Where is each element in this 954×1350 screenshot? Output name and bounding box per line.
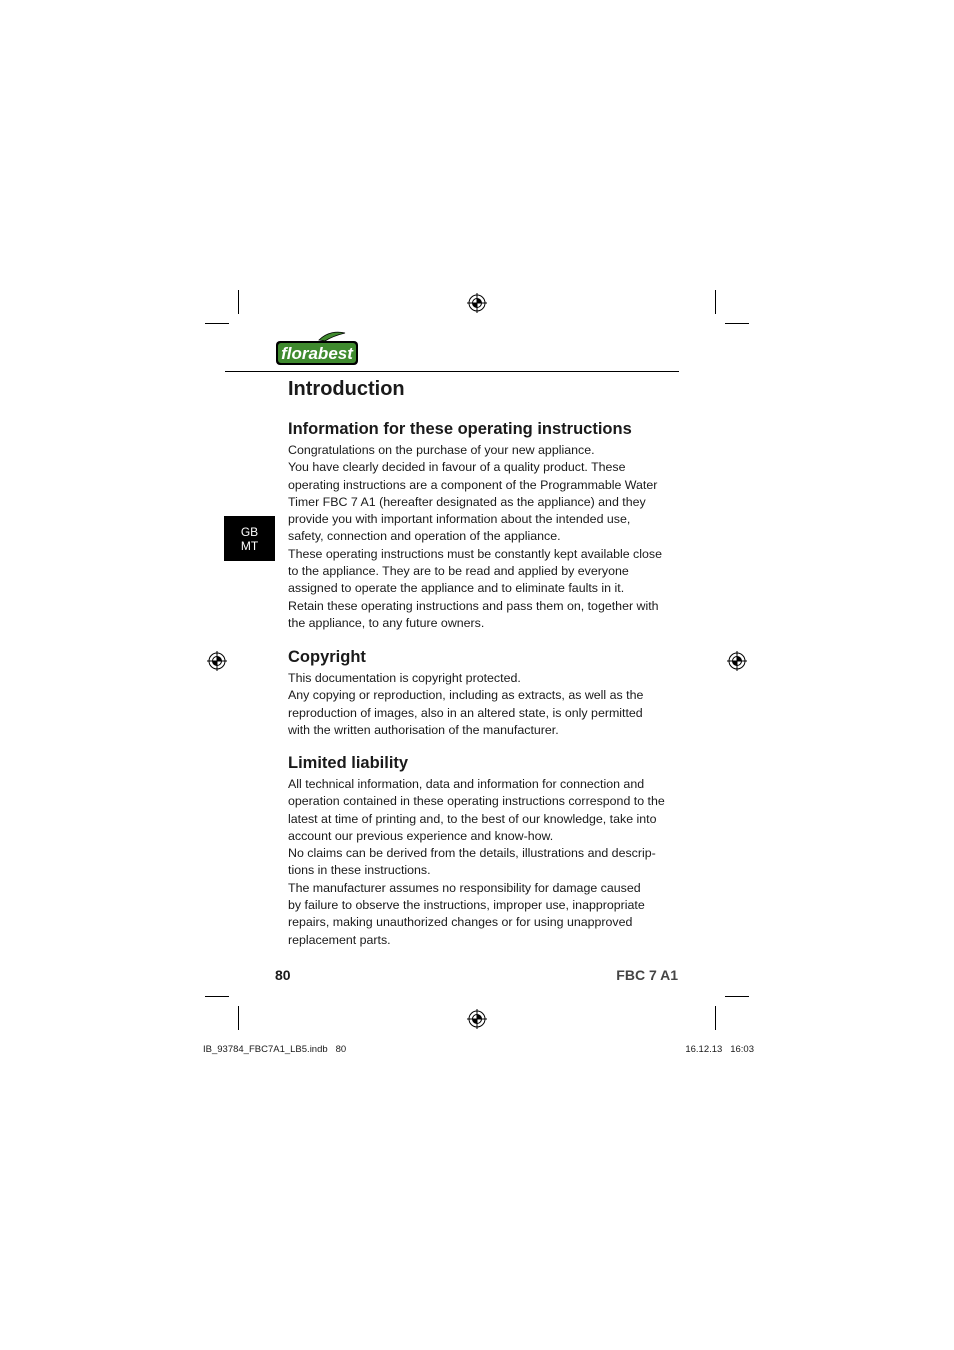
section-copyright — [288, 646, 643, 739]
crop-mark — [238, 1006, 239, 1030]
slug-datetime: 16.12.13 16:03 — [685, 1044, 754, 1055]
registration-mark-icon — [207, 651, 227, 671]
lang-code: GB — [240, 524, 259, 539]
page-title: Introduction — [288, 378, 405, 400]
page-number: 80 — [275, 967, 291, 983]
section-body: All technical information, data and information for connection and operation contained in these operating instructions correspond to the latest at time of printing and, to the best of our knowledge, take into account our previous experience and know-how. No claims can be derived from the details, illustrations and descrip- tions in these instructions. The manufacturer assumes no responsibility for damage caused by failure to observe the instructions, improper use, inappropriate repairs, making unauthorized changes or for using unapproved replacement parts. — [288, 777, 665, 947]
header-divider — [225, 371, 679, 372]
crop-mark — [725, 323, 749, 324]
florabest-logo — [275, 330, 359, 366]
section-heading: Information for these operating instructions — [288, 420, 632, 438]
logo-text: florabest — [281, 344, 353, 363]
section-body: This documentation is copyright protected. Any copying or reproduction, including as extracts, as well as the reproduction of images, also in an altered state, is only permitted with the written authorisation of the manufacturer. — [288, 671, 644, 737]
registration-mark-icon — [727, 651, 747, 671]
registration-mark-icon — [467, 293, 487, 313]
crop-mark — [238, 290, 239, 314]
section-limited-liability — [288, 752, 665, 949]
section-body: Congratulations on the purchase of your new appliance. You have clearly decided in favour of a quality product. These operating instructions are a component of the Programmable Water Timer FBC 7 A1 (hereafter designated as the appliance) and they provide you with important information about the intended use, safety, connection and operation of the appliance. These operating instructions must be constantly kept available close to the appliance. They are to be read and applied by everyone assigned to operate the appliance and to eliminate faults in it. Retain these operating instructions and pass them on, together with the appliance, to any future owners. — [288, 443, 662, 630]
crop-mark — [205, 323, 229, 324]
lang-code: MT — [240, 538, 259, 553]
section-information — [288, 418, 662, 632]
model-number: FBC 7 A1 — [616, 967, 678, 983]
section-heading: Copyright — [288, 648, 366, 666]
crop-mark — [725, 996, 749, 997]
crop-mark — [205, 996, 229, 997]
language-tab — [224, 516, 275, 561]
crop-mark — [715, 1006, 716, 1030]
slug-filename: IB_93784_FBC7A1_LB5.indb 80 — [203, 1044, 347, 1055]
registration-mark-icon — [467, 1009, 487, 1029]
section-heading: Limited liability — [288, 754, 409, 772]
page-content — [288, 376, 668, 947]
crop-mark — [715, 290, 716, 314]
